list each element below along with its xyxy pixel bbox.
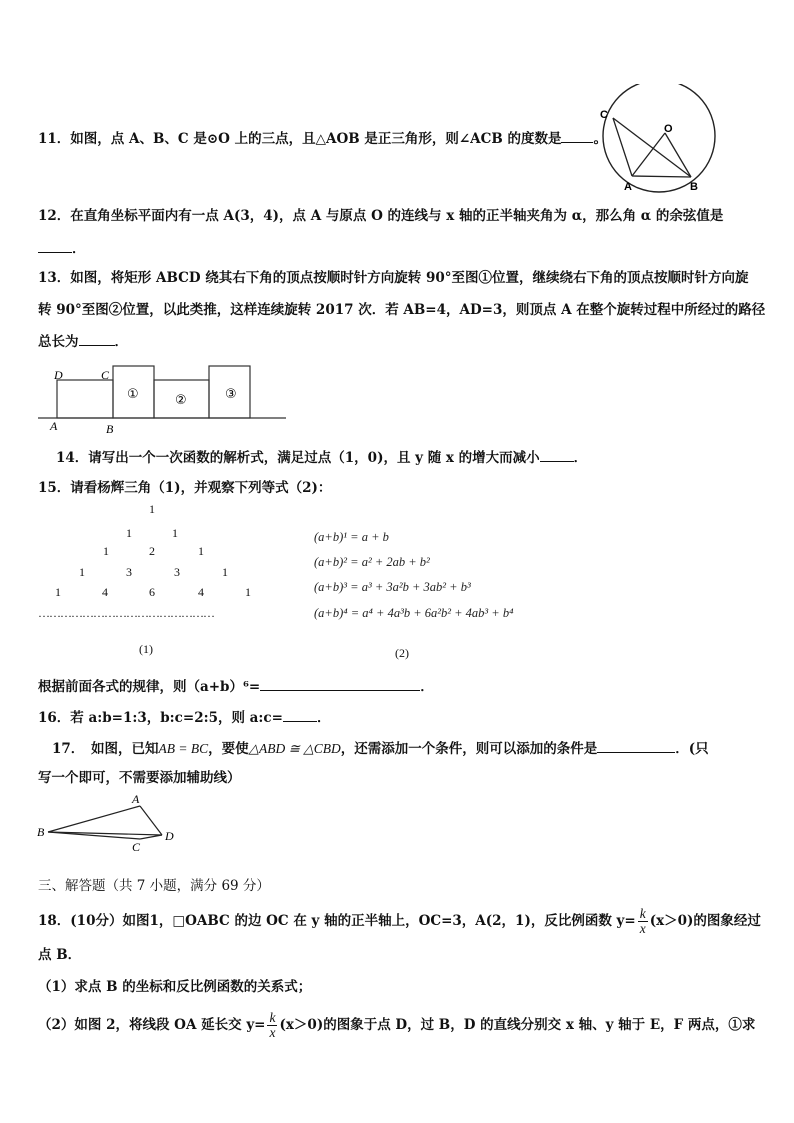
question-12-end: ． [72, 241, 86, 257]
label-c: C [101, 368, 110, 382]
question-15-ask-text: 根据前面各式的规律，则（a+b）⁶= [38, 679, 261, 695]
question-13-line2: 转 90°至图②位置，以此类推，这样连续旋转 2017 次．若 AB=4，AD=3，则顶点 A 在整个旋转过程中所经过的路径 [38, 302, 766, 318]
label-a: A [132, 792, 140, 806]
caption-1: (1) [139, 642, 153, 656]
question-18-line1 [38, 906, 761, 936]
question-11 [38, 128, 607, 149]
label-position-2: ② [175, 393, 187, 408]
caption-2: (2) [395, 646, 409, 660]
triangle-row5-3: 6 [149, 585, 155, 599]
question-17-prefix: 17． 如图，已知 [52, 741, 159, 757]
question-18-line1a: 18．(10分）如图1，□OABC 的边 OC 在 y 轴的正半轴上，OC=3，A(2，1)，反比例函数 y= [38, 913, 636, 929]
question-12-line2 [38, 238, 86, 259]
triangle-row2-1: 1 [126, 526, 132, 540]
equation-3: (a+b)³ = a³ + 3a²b + 3ab² + b³ [314, 580, 471, 594]
answer-blank-11[interactable] [561, 128, 593, 143]
question-16-text: 16．若 a:b=1:3，b:c=2:5，则 a:c= [38, 710, 283, 726]
label-b: B [690, 181, 698, 193]
question-17-line1 [52, 738, 709, 759]
kite-figure-17 [36, 790, 182, 852]
question-14 [56, 447, 587, 468]
question-17-end: ．(只 [675, 741, 709, 757]
question-18-part2 [38, 1010, 755, 1040]
label-b: B [37, 825, 45, 839]
question-12-line1: 12．在直角坐标平面内有一点 A(3，4)，点 A 与原点 O 的连线与 x 轴的正半轴夹角为 α，那么角 α 的余弦值是 [38, 208, 724, 224]
label-a: A [624, 181, 632, 193]
equation-4: (a+b)⁴ = a⁴ + 4a³b + 6a²b² + 4ab³ + b⁴ [314, 606, 514, 620]
answer-blank-15[interactable] [260, 676, 420, 691]
triangle-row3-1: 1 [103, 544, 109, 558]
question-17-line2: 写一个即可，不需要添加辅助线） [38, 770, 241, 786]
label-c: C [600, 109, 608, 121]
question-14-text: 14．请写出一个一次函数的解析式，满足过点（1，0)，且 y 随 x 的增大而减小 [56, 450, 540, 466]
equation-2: (a+b)² = a² + 2ab + b² [314, 555, 430, 569]
question-15-ask [38, 676, 434, 697]
answer-blank-14[interactable] [540, 447, 574, 462]
label-a: A [50, 419, 58, 433]
triangle-row4-4: 1 [222, 565, 228, 579]
label-position-3: ③ [225, 387, 237, 402]
equation-1: (a+b)¹ = a + b [314, 530, 389, 544]
circle-figure-11 [596, 84, 726, 196]
answer-blank-13[interactable] [79, 331, 115, 346]
triangle-row1-1: 1 [149, 502, 155, 516]
question-17-math1: AB = BC [158, 741, 209, 756]
fraction-numerator-2: k [269, 1010, 276, 1025]
fraction-denominator-2: x [269, 1025, 276, 1040]
question-17-math2: △ABD ≅ △CBD [248, 741, 341, 756]
triangle-row3-2: 2 [149, 544, 155, 558]
fraction-numerator: k [639, 906, 646, 921]
label-d: D [54, 368, 63, 382]
triangle-row5-1: 1 [55, 585, 61, 599]
triangle-row4-2: 3 [126, 565, 132, 579]
triangle-row5-4: 4 [198, 585, 204, 599]
question-16 [38, 707, 330, 728]
triangle-row4-1: 1 [79, 565, 85, 579]
question-15-text: 15．请看杨辉三角（1)，并观察下列等式（2)： [38, 480, 332, 496]
question-17-suffix: ，还需添加一个条件，则可以添加的条件是 [340, 741, 598, 757]
question-11-text: 11．如图，点 A、B、C 是⊙O 上的三点，且△AOB 是正三角形，则∠ACB 的度数是 [38, 131, 562, 147]
question-11-end: 。 [593, 131, 607, 147]
question-13-line1: 13．如图，将矩形 ABCD 绕其右下角的顶点按顺时针方向旋转 90°至图①位置，继续绕右下角的顶点按顺时针方向旋 [38, 270, 749, 286]
question-13-label: 总长为 [38, 334, 79, 350]
question-18-line2: 点 B． [38, 947, 82, 963]
question-18-part2b: (x＞0)的图象于点 D，过 B，D 的直线分别交 x 轴、y 轴于 E，F 两点，①求 [279, 1017, 756, 1033]
fraction-k-over-x-2 [267, 1011, 277, 1040]
label-c: C [132, 840, 141, 852]
section-3-title: 三、解答题（共 7 小题，满分 69 分） [38, 878, 270, 894]
rotation-figure-13 [38, 362, 286, 436]
question-13-line3 [38, 331, 128, 352]
answer-blank-17[interactable] [597, 738, 675, 753]
question-18-part1: （1）求点 B 的坐标和反比例函数的关系式； [38, 979, 312, 995]
question-18-line1b: (x＞0)的图象经过 [649, 913, 761, 929]
label-d: D [165, 829, 174, 843]
fraction-denominator: x [639, 921, 646, 936]
rectangle-abcd [57, 380, 113, 418]
question-18-part2a: （2）如图 2，将线段 OA 延长交 y= [38, 1017, 266, 1033]
triangle-row3-3: 1 [198, 544, 204, 558]
label-o: O [664, 123, 673, 135]
question-14-end: ． [573, 450, 588, 466]
answer-blank-12[interactable] [38, 238, 72, 253]
triangle-row5-2: 4 [102, 585, 108, 599]
triangle-dots: ………………………………………… [38, 606, 214, 620]
triangle-row4-3: 3 [174, 565, 180, 579]
label-position-1: ① [127, 387, 139, 402]
question-16-end: ． [316, 710, 331, 726]
triangle-row5-5: 1 [245, 585, 251, 599]
label-b: B [106, 422, 114, 436]
question-13-end: ． [114, 334, 128, 350]
question-15-end: ． [420, 679, 434, 695]
question-17-mid: ，要使 [208, 741, 249, 757]
fraction-k-over-x [638, 907, 648, 936]
triangle-row2-2: 1 [172, 526, 178, 540]
answer-blank-16[interactable] [283, 707, 317, 722]
